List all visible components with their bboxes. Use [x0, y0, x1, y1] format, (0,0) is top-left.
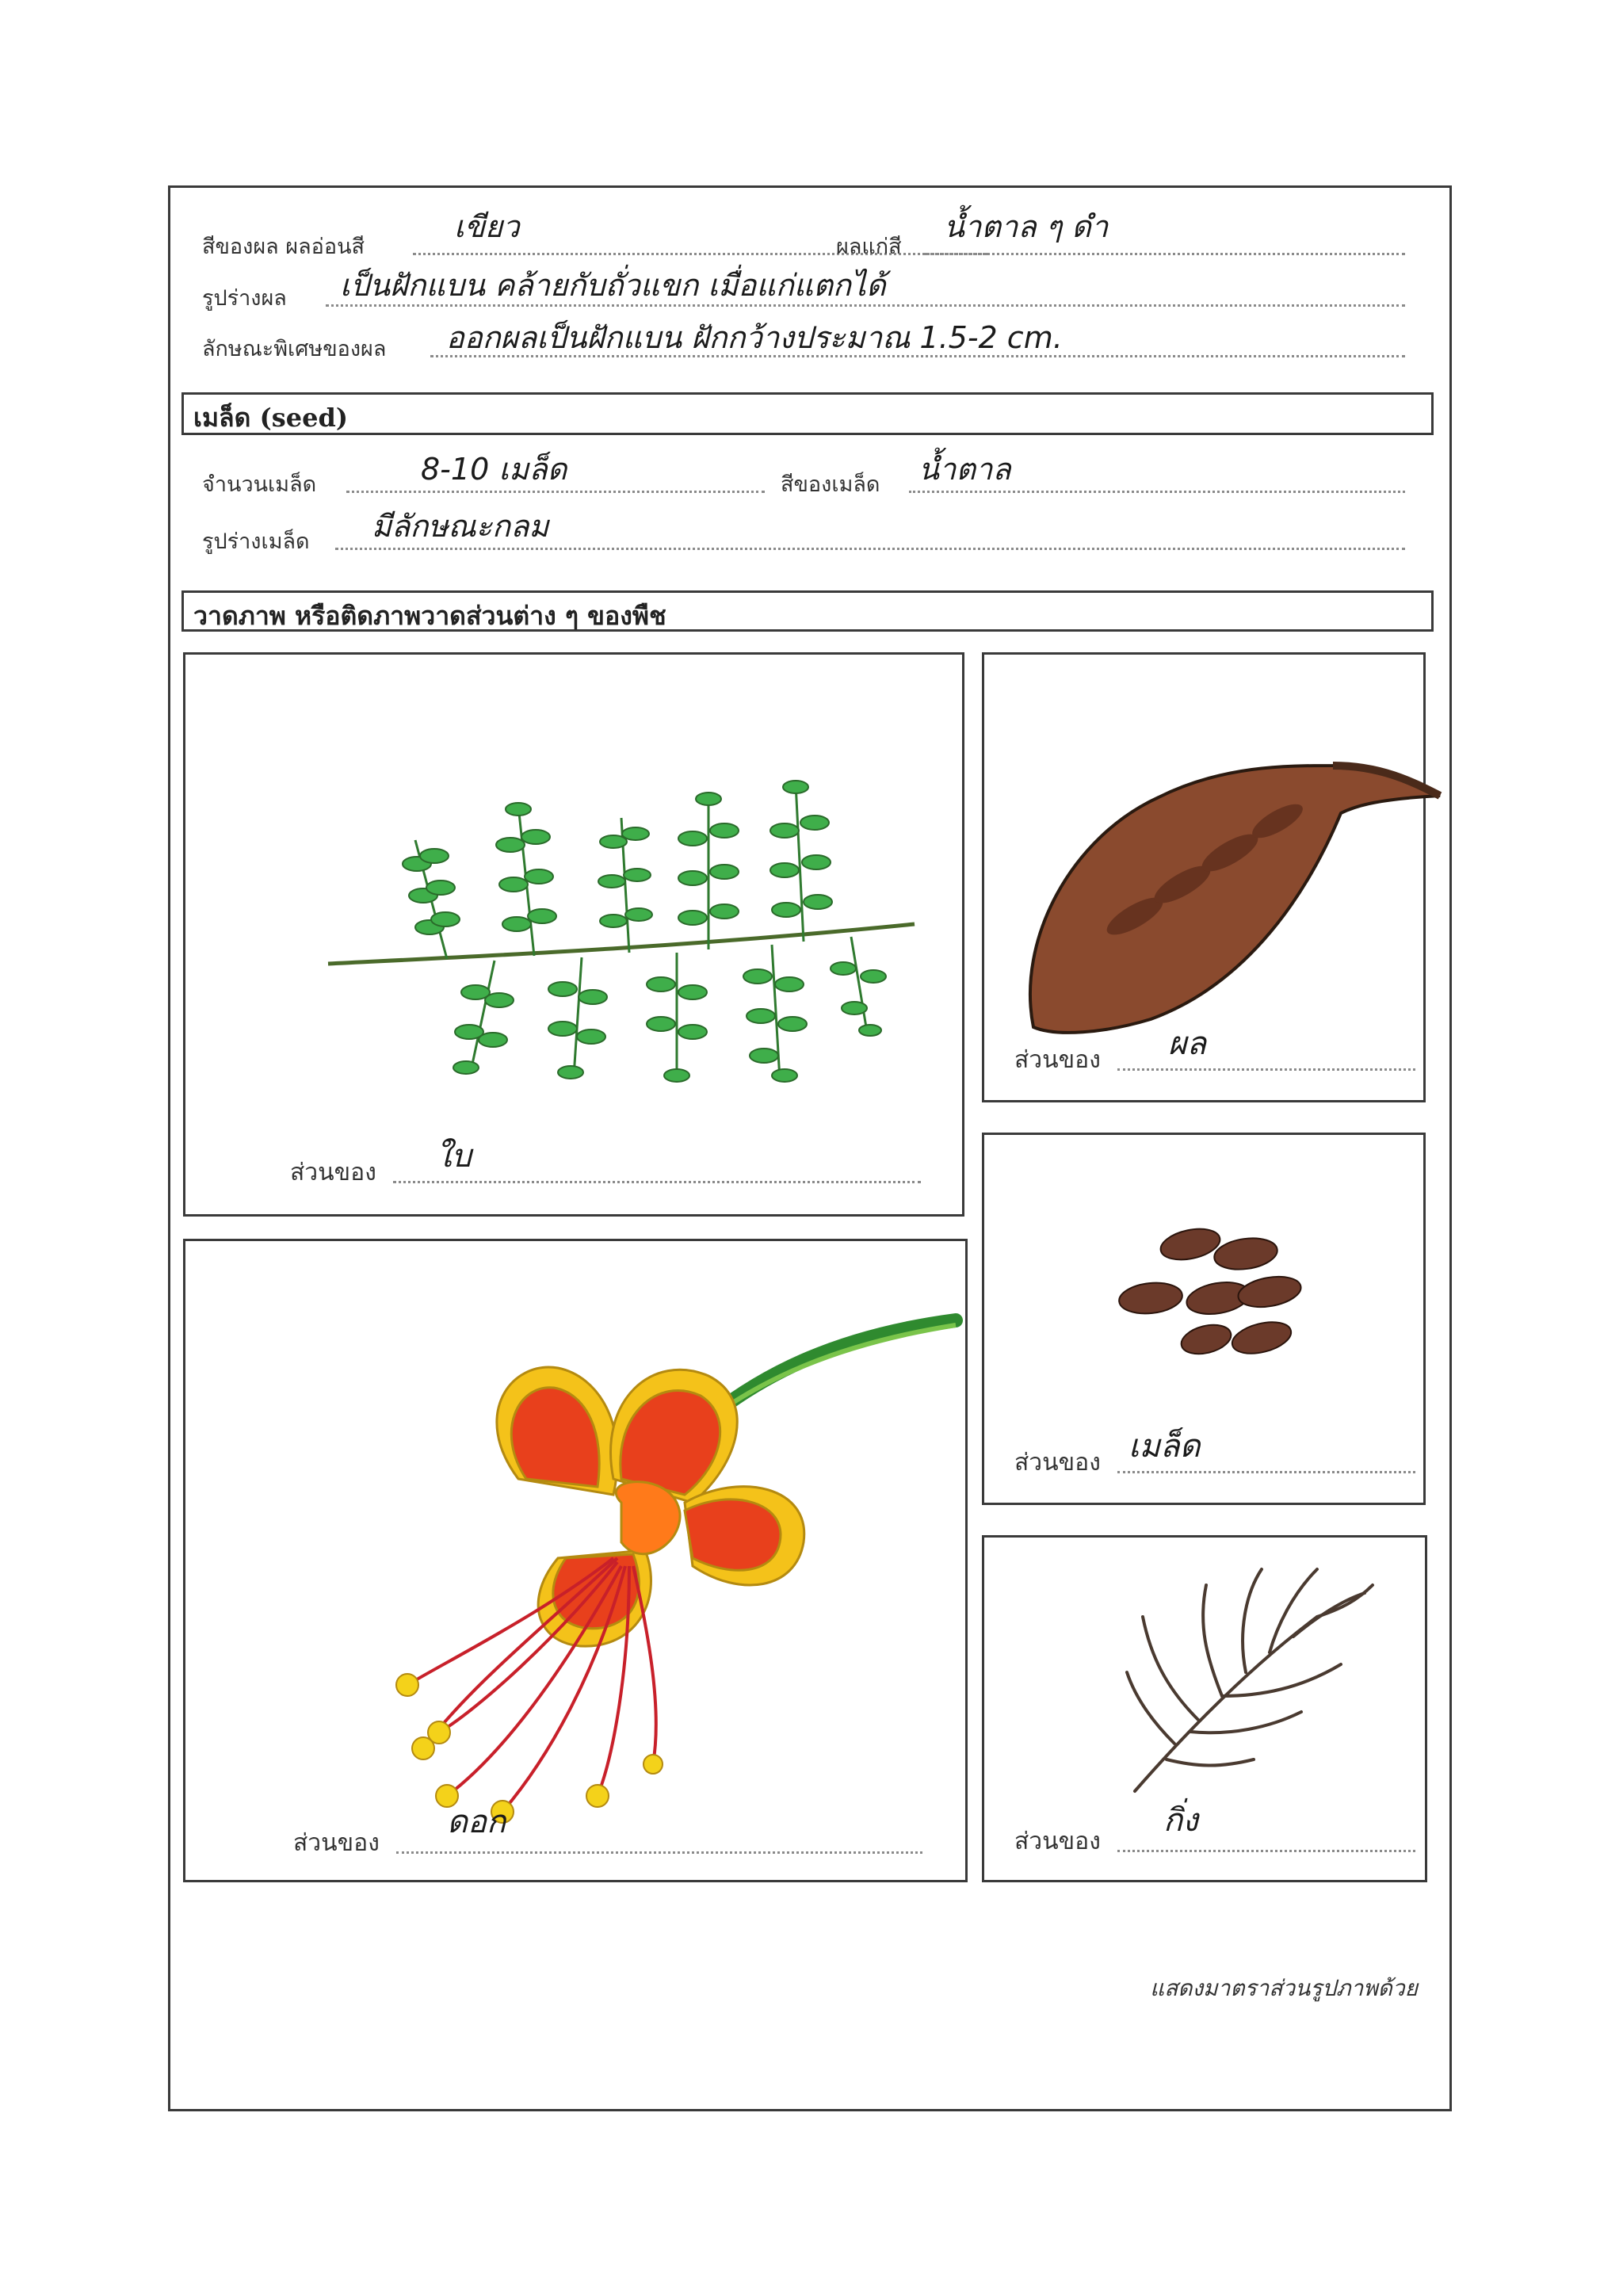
flower-drawing: [185, 1241, 970, 1885]
seed-color-label: สีของเมล็ด: [781, 472, 880, 497]
leaf-drawing: [185, 655, 967, 1219]
branch-caption-label: ส่วนของ: [1014, 1828, 1101, 1855]
flower-caption-value: ดอก: [447, 1804, 506, 1840]
seed-shape-value: มีลักษณะกลม: [372, 509, 549, 544]
footer-scale-note: แสดงมาตราส่วนรูปภาพด้วย: [1150, 1975, 1418, 2001]
panel-flower: [183, 1239, 968, 1882]
pod-caption-value: ผล: [1168, 1026, 1206, 1062]
seeds-caption-line: [1117, 1471, 1415, 1473]
fruit-feature-label: ลักษณะพิเศษของผล: [202, 337, 387, 361]
flower-caption-line: [396, 1851, 922, 1854]
fruit-shape-value: เป็นฝักแบน คล้ายกับถั่วแขก เมื่อแก่แตกได้: [340, 268, 886, 303]
drawing-section-header: วาดภาพ หรือติดภาพวาดส่วนต่าง ๆ ของพืช: [181, 590, 1434, 632]
pod-caption-line: [1117, 1068, 1415, 1071]
seed-section-header: เมล็ด (seed): [181, 392, 1434, 435]
seed-shape-label: รูปร่างเมล็ด: [202, 529, 310, 554]
seeds-caption-label: ส่วนของ: [1014, 1449, 1101, 1477]
seed-count-label: จำนวนเมล็ด: [202, 472, 317, 497]
fruit-color-young-line: [413, 253, 988, 255]
branch-caption-line: [1117, 1850, 1415, 1852]
flower-caption-label: ส่วนของ: [293, 1829, 380, 1857]
fruit-feature-value: ออกผลเป็นฝักแบน ฝักกว้างประมาณ 1.5-2 cm.: [446, 320, 1063, 355]
seed-count-value: 8-10 เมล็ด: [421, 452, 567, 487]
branch-caption-value: กิ่ง: [1163, 1802, 1198, 1839]
worksheet-frame: [168, 185, 1452, 2111]
fruit-color-young-value: เขียว: [454, 209, 520, 244]
panel-pod: [982, 652, 1426, 1102]
panel-leaf: [183, 652, 964, 1217]
fruit-color-young-label: สีของผล ผลอ่อนสี: [202, 235, 365, 259]
leaf-caption-label: ส่วนของ: [290, 1159, 376, 1186]
leaf-caption-value: ใบ: [436, 1138, 472, 1175]
fruit-color-ripe-line: [925, 253, 1405, 255]
fruit-color-ripe-label: ผลแก่สี: [836, 235, 902, 259]
seed-color-value: น้ำตาล: [918, 452, 1011, 487]
panel-seeds: [982, 1133, 1426, 1505]
pod-drawing: [984, 655, 1428, 1105]
seeds-caption-value: เมล็ด: [1128, 1428, 1201, 1465]
fruit-color-ripe-value: น้ำตาล ๆ ดำ: [944, 209, 1109, 244]
pod-caption-label: ส่วนของ: [1014, 1046, 1101, 1074]
panel-branch: [982, 1535, 1427, 1882]
leaf-caption-line: [393, 1181, 921, 1183]
fruit-shape-label: รูปร่างผล: [202, 286, 287, 311]
